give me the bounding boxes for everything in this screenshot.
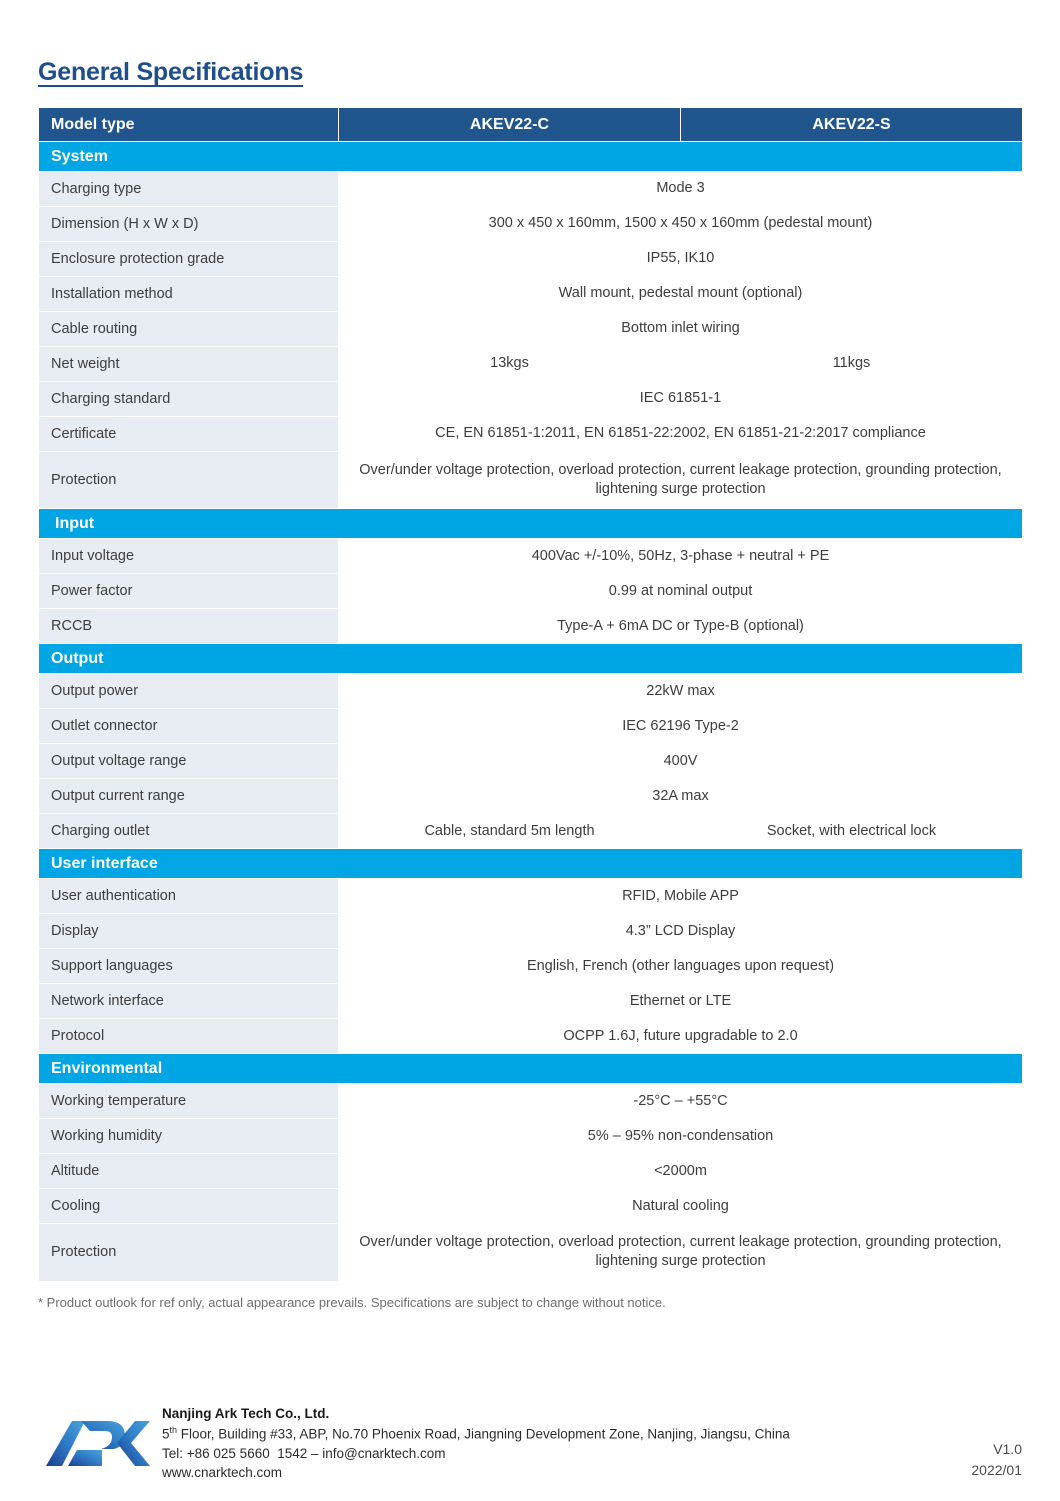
version-date: 2022/01 — [971, 1462, 1022, 1478]
row-value: Ethernet or LTE — [339, 984, 1023, 1019]
table-row — [39, 382, 1023, 417]
row-label: RCCB — [39, 609, 339, 644]
table-row — [39, 1119, 1023, 1154]
table-row — [39, 879, 1023, 914]
company-website[interactable]: www.cnarktech.com — [162, 1465, 283, 1481]
table-row — [39, 312, 1023, 347]
row-value: 300 x 450 x 160mm, 1500 x 450 x 160mm (pedestal mount) — [339, 207, 1023, 242]
page-footer — [38, 1404, 1022, 1483]
table-row — [39, 984, 1023, 1019]
row-value: English, French (other languages upon request) — [339, 949, 1023, 984]
table-row — [39, 1084, 1023, 1119]
section-header-user-interface — [39, 849, 1023, 879]
row-label: Altitude — [39, 1154, 339, 1189]
table-row — [39, 779, 1023, 814]
row-value-model-a: 13kgs — [339, 347, 681, 382]
table-row — [39, 709, 1023, 744]
company-info — [156, 1404, 912, 1483]
row-value: Bottom inlet wiring — [339, 312, 1023, 347]
company-telephone: Tel: +86 025 5660 1542 – info@cnarktech.com — [162, 1445, 446, 1461]
page-title: General Specifications — [38, 58, 304, 86]
table-row — [39, 674, 1023, 709]
row-value: <2000m — [339, 1154, 1023, 1189]
row-value-model-a: Cable, standard 5m length — [339, 814, 681, 849]
row-label: Network interface — [39, 984, 339, 1019]
row-label: Display — [39, 914, 339, 949]
specifications-table — [38, 107, 1023, 1282]
table-row — [39, 814, 1023, 849]
company-address: 5th Floor, Building #33, ABP, No.70 Phoenix Road, Jiangning Development Zone, Nanjing, Jiangsu, China — [162, 1424, 790, 1442]
row-label: Output current range — [39, 779, 339, 814]
row-value: Wall mount, pedestal mount (optional) — [339, 277, 1023, 312]
section-title: Input — [39, 509, 1023, 539]
table-row — [39, 242, 1023, 277]
row-label: Cable routing — [39, 312, 339, 347]
row-label: Input voltage — [39, 539, 339, 574]
table-row — [39, 949, 1023, 984]
table-row — [39, 417, 1023, 452]
row-label: Outlet connector — [39, 709, 339, 744]
row-value: 400V — [339, 744, 1023, 779]
section-header-output — [39, 644, 1023, 674]
row-label: Output voltage range — [39, 744, 339, 779]
row-value: 22kW max — [339, 674, 1023, 709]
row-label: Enclosure protection grade — [39, 242, 339, 277]
row-value: 32A max — [339, 779, 1023, 814]
section-title: Environmental — [39, 1054, 1023, 1084]
section-title: User interface — [39, 849, 1023, 879]
row-label: Net weight — [39, 347, 339, 382]
header-label-cell: Model type — [39, 108, 339, 142]
row-value: IEC 61851-1 — [339, 382, 1023, 417]
row-value: RFID, Mobile APP — [339, 879, 1023, 914]
row-value: Type-A + 6mA DC or Type-B (optional) — [339, 609, 1023, 644]
table-row — [39, 1189, 1023, 1224]
row-value: CE, EN 61851-1:2011, EN 61851-22:2002, EN 61851-21-2:2017 compliance — [339, 417, 1023, 452]
section-header-environmental — [39, 1054, 1023, 1084]
row-label: Dimension (H x W x D) — [39, 207, 339, 242]
row-value-model-b: 11kgs — [681, 347, 1023, 382]
version-block — [912, 1439, 1022, 1483]
row-value: Over/under voltage protection, overload protection, current leakage protection, grounding protection, lightening surge protection — [339, 452, 1023, 509]
table-row — [39, 609, 1023, 644]
row-value: 400Vac +/-10%, 50Hz, 3-phase + neutral + PE — [339, 539, 1023, 574]
row-label: Protocol — [39, 1019, 339, 1054]
row-value: Over/under voltage protection, overload protection, current leakage protection, grounding protection, lightening surge protection — [339, 1224, 1023, 1281]
section-title: Output — [39, 644, 1023, 674]
row-value-model-b: Socket, with electrical lock — [681, 814, 1023, 849]
row-label: Protection — [39, 1224, 339, 1281]
table-row — [39, 1154, 1023, 1189]
table-row — [39, 347, 1023, 382]
row-value: 4.3” LCD Display — [339, 914, 1023, 949]
table-row — [39, 452, 1023, 509]
row-value: -25°C – +55°C — [339, 1084, 1023, 1119]
row-label: Protection — [39, 452, 339, 509]
table-row — [39, 744, 1023, 779]
table-row — [39, 207, 1023, 242]
row-label: Charging outlet — [39, 814, 339, 849]
row-label: Charging standard — [39, 382, 339, 417]
row-label: Power factor — [39, 574, 339, 609]
version-number: V1.0 — [993, 1441, 1022, 1457]
row-value: 5% – 95% non-condensation — [339, 1119, 1023, 1154]
section-header-input — [39, 509, 1023, 539]
company-name: Nanjing Ark Tech Co., Ltd. — [162, 1406, 330, 1422]
header-model-b: AKEV22-S — [681, 108, 1023, 142]
table-row — [39, 574, 1023, 609]
ark-logo — [38, 1413, 156, 1475]
section-header-system — [39, 142, 1023, 172]
row-label: Support languages — [39, 949, 339, 984]
row-label: User authentication — [39, 879, 339, 914]
row-label: Certificate — [39, 417, 339, 452]
table-row — [39, 539, 1023, 574]
table-row — [39, 172, 1023, 207]
row-label: Working temperature — [39, 1084, 339, 1119]
row-value: IP55, IK10 — [339, 242, 1023, 277]
row-label: Output power — [39, 674, 339, 709]
row-value: 0.99 at nominal output — [339, 574, 1023, 609]
row-label: Cooling — [39, 1189, 339, 1224]
table-row — [39, 1019, 1023, 1054]
row-value: IEC 62196 Type-2 — [339, 709, 1023, 744]
row-value: OCPP 1.6J, future upgradable to 2.0 — [339, 1019, 1023, 1054]
row-label: Working humidity — [39, 1119, 339, 1154]
header-model-a: AKEV22-C — [339, 108, 681, 142]
footnote: * Product outlook for ref only, actual appearance prevails. Specifications are subject to change without notice. — [38, 1294, 666, 1310]
row-value: Natural cooling — [339, 1189, 1023, 1224]
row-label: Installation method — [39, 277, 339, 312]
table-row — [39, 914, 1023, 949]
table-header-row — [39, 108, 1023, 142]
table-row — [39, 1224, 1023, 1281]
row-value: Mode 3 — [339, 172, 1023, 207]
section-title: System — [39, 142, 1023, 172]
row-label: Charging type — [39, 172, 339, 207]
table-row — [39, 277, 1023, 312]
